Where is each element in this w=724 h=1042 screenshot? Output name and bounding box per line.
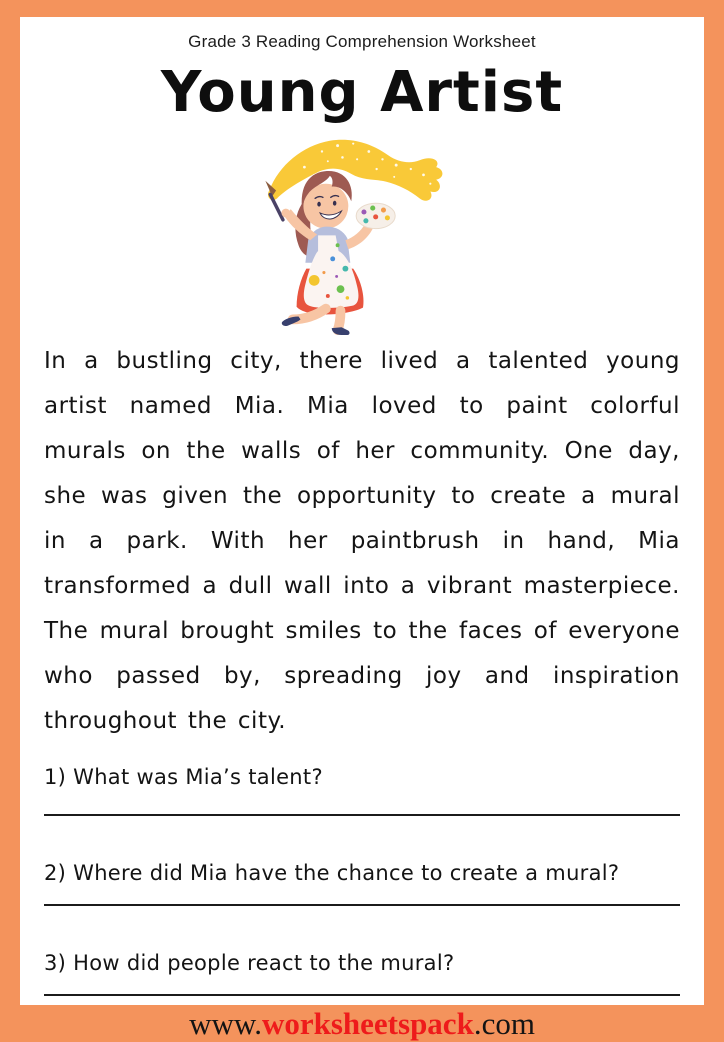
question-3-label: 3) How did people react to the mural? <box>44 951 455 975</box>
worksheet-page <box>20 17 704 1041</box>
page-title: Young Artist <box>160 60 564 125</box>
reading-passage: In a bustling city, there lived a talented young artist named Mia. Mia loved to paint colorful murals on the walls of her community. One day, she was given the opportunity to create a mural in a park. With her paintbrush in hand, Mia transformed a dull wall into a vibrant masterpiece. The mural brought smiles to the faces of everyone who passed by, spreading joy and inspiration throughout the city. <box>44 348 680 734</box>
question-3 <box>44 950 680 996</box>
question-2 <box>44 860 680 906</box>
girl-leg-back <box>338 311 341 331</box>
girl-shoe-back <box>332 327 350 335</box>
worksheet-header: Grade 3 Reading Comprehension Worksheet <box>188 32 536 51</box>
girl-shoe-front <box>282 316 301 326</box>
question-2-label: 2) Where did Mia have the chance to create a mural? <box>44 861 620 885</box>
footer-prefix: www. <box>189 1006 262 1041</box>
question-1 <box>44 764 680 816</box>
answer-line-3[interactable] <box>44 994 680 996</box>
girl-hand-brush <box>281 209 290 218</box>
paint-palette-icon <box>356 203 395 228</box>
footer-url <box>44 1006 680 1042</box>
footer-suffix: .com <box>473 1006 535 1041</box>
girl-painter-illustration <box>237 130 487 335</box>
answer-line-2[interactable] <box>44 904 680 906</box>
girl-painter-svg <box>237 130 487 335</box>
paint-swoosh <box>268 140 442 201</box>
footer-brand: worksheetspack <box>261 1006 474 1041</box>
answer-line-1[interactable] <box>44 814 680 816</box>
question-1-label: 1) What was Mia’s talent? <box>44 765 323 789</box>
